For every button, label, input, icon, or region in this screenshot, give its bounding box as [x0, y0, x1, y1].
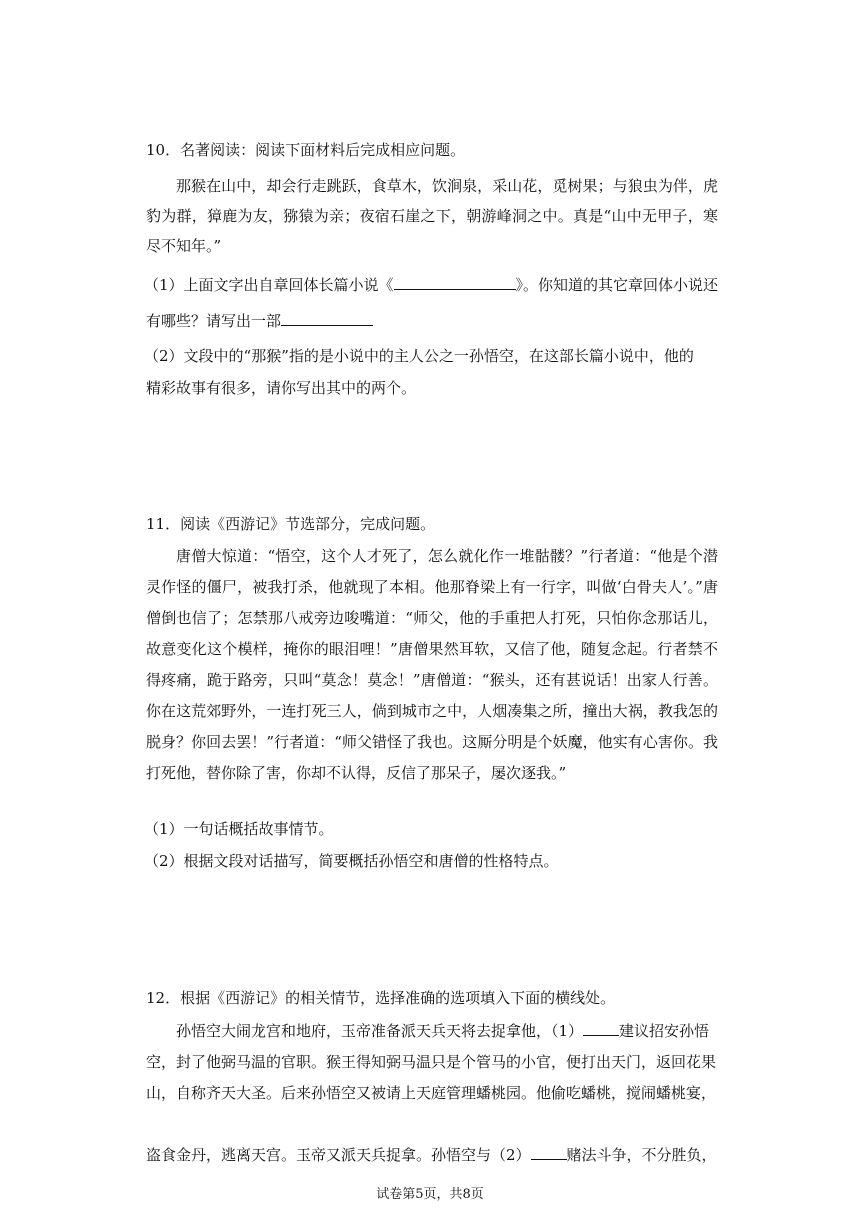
question-10-sub1-text-b: 》。你知道的其它章回体小说还	[515, 276, 719, 294]
question-10-passage: 那猴在山中，却会行走跳跃，食草木，饮涧泉，采山花，觅树果；与狼虫为伴，虎豹为群，獐鹿为友，猕猿为亲；夜宿石崖之下，朝游峰洞之中。真是“山中无甲子，寒尽不知年。”	[146, 177, 718, 255]
question-11-sub1: （1）一句话概括故事情节。	[144, 820, 334, 838]
answer-blank-1[interactable]	[583, 1021, 619, 1036]
question-12-passage-line3: 山，自称齐天大圣。后来孙悟空又被请上天庭管理蟠桃园。他偷吃蟠桃，搅闹蟠桃宴，	[146, 1084, 717, 1102]
question-12-text-a: 孙悟空大闹龙宫和地府，玉帝准备派天兵天将去捉拿他，（1）	[176, 1022, 584, 1040]
question-11-passage: 唐僧大惊道：“悟空，这个人才死了，怎么就化作一堆骷髅？”行者道：“他是个潜灵作怪的僵尸，被我打杀，他就现了本相。他那脊梁上有一行字，叫做‘白骨夫人’。”唐僧倒也信了；怎禁那八戒旁边唆嘴道：“师父，他的手重把人打死，只怕你念那话儿，故意变化这个模样，掩你的眼泪哩！”唐僧果然耳软，又信了他，随复念起。行者禁不得疼痛，跪于路旁，只叫“莫念！莫念！”唐僧道：“猴头，还有甚说话！出家人行善。你在这荒郊野外，一连打死三人，倘到城市之中，人烟凑集之所，撞出大祸，教我怎的脱身？你回去罢！”行者道：“师父错怪了我也。这厮分明是个妖魔，他实有心害你。我打死他，替你除了害，你却不认得，反信了那呆子，屡次逐我。”	[146, 547, 718, 782]
question-12-text-c: 盗食金丹，逃离天宫。玉帝又派天兵捉拿。孙悟空与（2）	[146, 1146, 531, 1164]
question-10-sub1-line1	[144, 275, 718, 295]
question-10-sub1-text-c: 有哪些？请写出一部	[146, 312, 282, 330]
question-11-title: 11．阅读《西游记》节选部分，完成问题。	[146, 515, 436, 533]
question-12-passage-line5	[146, 1145, 717, 1165]
question-10-sub1-text-a: （1）上面文字出自章回体长篇小说《	[144, 276, 394, 294]
page-footer: 试卷第5页，共8页	[376, 1187, 484, 1202]
question-12-text-b: 建议招安孙悟	[619, 1022, 710, 1040]
question-10-sub2-line1: （2）文段中的“那猴”指的是小说中的主人公之一孙悟空，在这部长篇小说中，他的	[144, 347, 694, 365]
answer-blank-novel-title[interactable]	[394, 275, 516, 290]
question-12-passage-line2: 空，封了他弼马温的官职。猴王得知弼马温只是个管马的小官，便打出天门，返回花果	[146, 1053, 717, 1071]
answer-blank-other-novel[interactable]	[281, 311, 373, 326]
question-12-title: 12．根据《西游记》的相关情节，选择准确的选项填入下面的横线处。	[146, 989, 616, 1007]
question-10-title: 10．名著阅读：阅读下面材料后完成相应问题。	[146, 141, 466, 159]
question-12-text-d: 赌法斗争，不分胜负，	[566, 1146, 717, 1164]
answer-blank-2[interactable]	[531, 1145, 567, 1160]
question-11-sub2: （2）根据文段对话描写，简要概括孙悟空和唐僧的性格特点。	[144, 852, 559, 870]
question-10-sub2-line2: 精彩故事有很多，请你写出其中的两个。	[146, 379, 417, 397]
question-12-passage-line1	[176, 1021, 709, 1041]
question-10-sub1-line2	[146, 311, 373, 331]
